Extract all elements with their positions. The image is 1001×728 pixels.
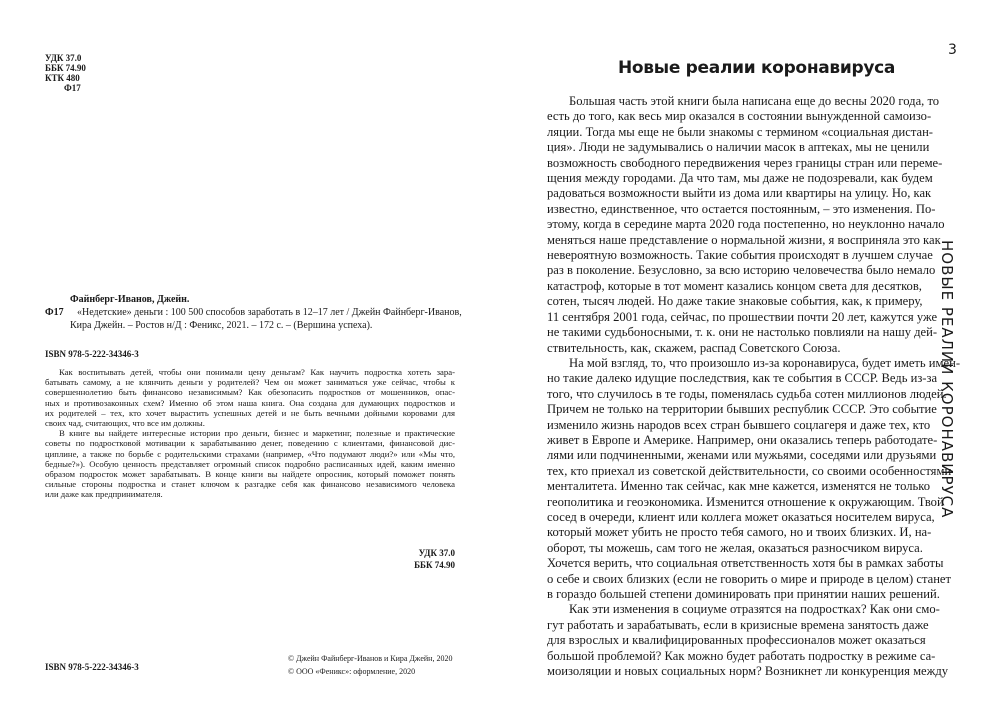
text-line: который может убить не просто тебя самого, но и твоих близких. И, на- [547,525,932,540]
text-line: ция». Люди не задумывались о наличии масок в аптеках, мы не ценили [547,140,930,155]
text-line: циплине, а также по борьбе с родительскими страхами (например, «Что подумают люди?» или «Мы что, [45,448,455,459]
paragraph [45,367,455,428]
bbk-code: ББК 74.90 [414,560,455,570]
text-line: ствительность, как, скажем, распад Советского Союза. [547,340,841,355]
text-line: совершеннолетию быть финансово независимым? Как обезопасить подростков от мошенников, опас- [45,387,455,398]
text-line: своих чад, считающих, что все им должны. [45,418,205,429]
paragraph [45,428,455,499]
text-line: На мой взгляд, то, что произошло из-за коронавируса, будет иметь имен- [569,355,961,370]
bottom-isbn: ISBN 978-5-222-34346-3 [45,662,139,672]
text-line: но такие далеко идущие последствия, как те события в СССР. Ведь из-за [547,371,938,386]
text-line: моизоляции и новых социальных норм? Возникнет ли конкуренция между [547,664,949,679]
text-line: бедные?»). Особую ценность представляет огромный список подробно расписанных идей, каким именно [45,458,455,469]
text-line: сильные стороны подростка и станет ключом к разгадке себя как финансово независимого человека [45,479,455,490]
udk-code: УДК 37.0 [418,548,455,558]
text-line: Большая часть этой книги была написана еще до весны 2020 года, то [569,94,940,108]
text-line: для взрослых и квалифицированных профессионалов может оказаться [547,633,926,648]
chapter-title: Новые реалии коронавируса [618,58,896,78]
bibliographic-entry-line: «Недетские» деньги : 100 500 способов заработать в 12–17 лет / Джейн Файнберг-Иванов, [77,307,462,318]
text-line: сотен, тысяч людей. Но даже такие знаковые события, как, к примеру, [547,294,923,309]
text-line: В книге вы найдете интересные истории про деньги, бизнес и маркетинг, полезные и практические [59,428,455,439]
text-line: этому, когда в середине марта 2020 года постепенно, но неуклонно начало [547,217,945,232]
page-number: 3 [948,42,957,58]
ktk-code: КТК 480 [45,73,80,83]
text-line: ных и противозаконных схем? Именно об этом наша книга. Она создана для думающих подростков и [45,397,455,408]
text-line: сосед в очереди, клиент или коллега может оказаться носителем вируса, [547,509,935,524]
text-line: Как эти изменения в социуме отразятся на подростках? Как они смо- [569,602,940,617]
top-classification-codes [45,53,86,93]
text-line: геополитика и геоэкономика. Изменится отношение к окружающим. Твой [547,494,944,509]
text-line: Хочется верить, что социальная ответственность хотя бы в рамках заботы [547,556,944,571]
text-line: образом подросток может зарабатывать. В конце книги вы найдете опросник, который поможет понять [45,469,455,480]
text-line: лями или подчиненными, женами или мужьями, соседями или друзьями [547,448,937,463]
text-line: изменило жизнь народов всех стран бывшего соцлагеря и даже тех, кто [547,417,931,432]
text-line: живет в Европе и Америке. Например, они оказались теперь работодате- [547,432,938,447]
text-line: их родителей – тех, кто хочет вырастить успешных детей и не быть вечными дойными коровами для [45,407,455,418]
text-line: большой проблемой? Как можно будет работать подростку в режиме са- [547,648,936,663]
text-line: менталитета. Именно так сейчас, как мне кажется, изменятся не только [547,479,931,494]
text-line: о себе и своих близких (если не говорить о мире и природе в целом) станет [547,571,952,586]
text-line: катастроф, которые в тот момент казались концом света для десятков, [547,278,922,293]
copyright-publisher: © ООО «Феникс»: оформление, 2020 [288,666,416,676]
text-line: известно, единственное, что остается постоянным, – это изменения. По- [547,201,936,216]
bibliographic-entry-line: Кира Джейн. – Ростов н/Д : Феникс, 2021. – 172 с. – (Вершина успеха). [70,320,373,331]
bottom-classification-codes [400,548,455,570]
text-line: ляции. Тогда мы еще не были знакомы с термином «социальная дистан- [547,124,934,139]
text-line: раз в поколение. Безусловно, за всю историю человечества было немало [547,263,936,278]
copyright-block [288,653,452,678]
text-line: или даже как предпринимателя. [45,489,163,500]
text-line: гут работать и зарабатывать, если в кризисные времена занятость даже [547,617,929,632]
text-line: не такими судьбоносными, т. к. они не настолько повлияли на нашу дей- [547,325,938,340]
text-line: невероятную возможность. Такие события происходят в лучшем случае [547,248,933,263]
paragraph [547,94,945,356]
text-line: батывать самому, а не клянчить деньги у родителей? Чем он может заниматься уже сейчас, чтобы к [45,377,455,388]
book-annotation [45,367,455,500]
text-line: возможность свободного передвижения через границы стран или переме- [547,155,943,170]
index-code: Ф17 [45,307,64,318]
bbk-code: ББК 74.90 [45,63,86,73]
text-line: того, что случилось в те годы, поменялась судьба сотен миллионов людей. [547,386,947,401]
paragraph [547,602,949,679]
text-line: меняться наше представление о нормальной жизни, я восприняла это как [547,232,941,247]
text-line: радоваться возможности выйти из дома или квартиры на улицу. Но, как [547,186,932,201]
text-line: Как воспитывать детей, чтобы они понимали цену деньгам? Как научить подростка хотеть зара- [59,367,455,377]
text-line: Причем не только на территории бывших республик СССР. Это событие [547,402,937,417]
text-line: есть до того, как весь мир оказался в состоянии вынужденной самоизо- [547,109,932,124]
udk-code: УДК 37.0 [45,53,82,63]
running-head-vertical: НОВЫЕ РЕАЛИИ КОРОНАВИРУСА [938,240,956,519]
text-line: 11 сентября 2001 года, сейчас, по прошествии почти 20 лет, кажутся уже [547,309,938,324]
copyright-authors: © Джейн Файнберг-Иванов и Кира Джейн, 2020 [288,654,453,663]
author-sign: Ф17 [64,83,81,93]
author-heading: Файнберг-Иванов, Джейн. [70,294,190,305]
text-line: в гораздо большей степени доминировать при принятии наших решений. [547,587,940,601]
text-line: советы по подростковой мотивации к зарабатыванию денег, поведению с клиентами, финансовой дис- [45,438,455,449]
isbn: ISBN 978-5-222-34346-3 [45,349,139,359]
text-line: щения между городами. Да что там, мы даже не подозревали, как будем [547,171,933,186]
text-line: тех, кто приехал из советской действительности, со своими особенностями [547,463,952,478]
text-line: оборот, ты можешь, сам того не желая, оказаться разносчиком вируса. [547,540,923,555]
